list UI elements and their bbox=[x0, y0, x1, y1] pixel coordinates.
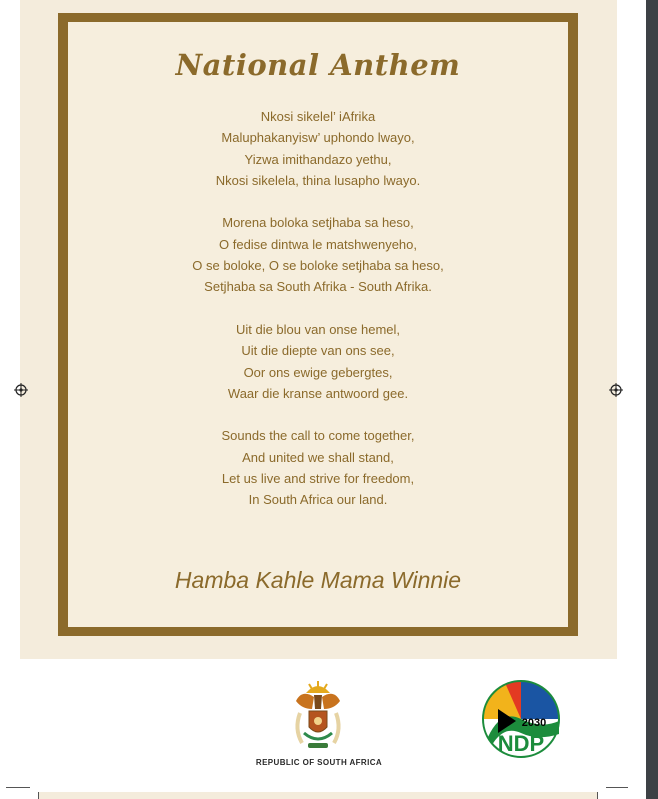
verse-line: Uit die diepte van ons see, bbox=[241, 343, 395, 359]
verse-line: O fedise dintwa le matshwenyeho, bbox=[219, 236, 417, 252]
verse-2 bbox=[68, 212, 568, 297]
verse-line: Let us live and strive for freedom, bbox=[221, 471, 415, 487]
verse-line: Maluphakanyisw’ uphondo lwayo, bbox=[221, 130, 415, 146]
anthem-panel bbox=[68, 22, 568, 627]
ndp-year: 2030 bbox=[521, 717, 547, 729]
verse-line: Setjhaba sa South Afrika - South Afrika. bbox=[204, 279, 432, 295]
verse-line: Waar die kranse antwoord gee. bbox=[227, 385, 409, 401]
verse-3 bbox=[68, 319, 568, 404]
anthem-title: National Anthem bbox=[175, 48, 461, 82]
verse-line: O se boloke, O se boloke setjhaba sa heso, bbox=[192, 258, 444, 274]
crop-mark bbox=[606, 787, 628, 788]
verse-line: Morena boloka setjhaba sa heso, bbox=[222, 215, 414, 231]
crosshair-icon[interactable] bbox=[609, 383, 623, 397]
verse-line: In South Africa our land. bbox=[248, 492, 388, 508]
vertical-scrollbar[interactable] bbox=[646, 0, 658, 799]
verse-line: Sounds the call to come together, bbox=[221, 428, 415, 444]
gold-frame bbox=[58, 13, 578, 636]
coat-of-arms-icon bbox=[288, 679, 348, 751]
crop-mark bbox=[38, 792, 39, 799]
tribute-text: Hamba Kahle Mama Winnie bbox=[174, 567, 462, 593]
verse-4 bbox=[68, 425, 568, 510]
document-page bbox=[20, 0, 617, 659]
ndp-text: NDP bbox=[497, 731, 545, 756]
verse-line: Oor ons ewige gebergtes, bbox=[243, 364, 393, 380]
ndp-logo-icon bbox=[476, 679, 566, 759]
verse-line: Nkosi sikelela, thina lusapho lwayo. bbox=[215, 172, 421, 188]
crop-mark bbox=[6, 787, 30, 788]
anthem-verses bbox=[68, 106, 568, 532]
verse-line: Yizwa imithandazo yethu, bbox=[244, 151, 392, 167]
next-page-edge bbox=[38, 792, 598, 799]
coat-of-arms-caption: REPUBLIC OF SOUTH AFRICA bbox=[255, 758, 383, 767]
verse-line: And united we shall stand, bbox=[242, 449, 394, 465]
crosshair-icon[interactable] bbox=[14, 383, 28, 397]
footer-logos bbox=[20, 659, 617, 791]
verse-1 bbox=[68, 106, 568, 191]
crop-mark bbox=[597, 792, 598, 799]
verse-line: Uit die blou van onse hemel, bbox=[235, 321, 401, 337]
verse-line: Nkosi sikelel’ iAfrika bbox=[260, 109, 376, 124]
